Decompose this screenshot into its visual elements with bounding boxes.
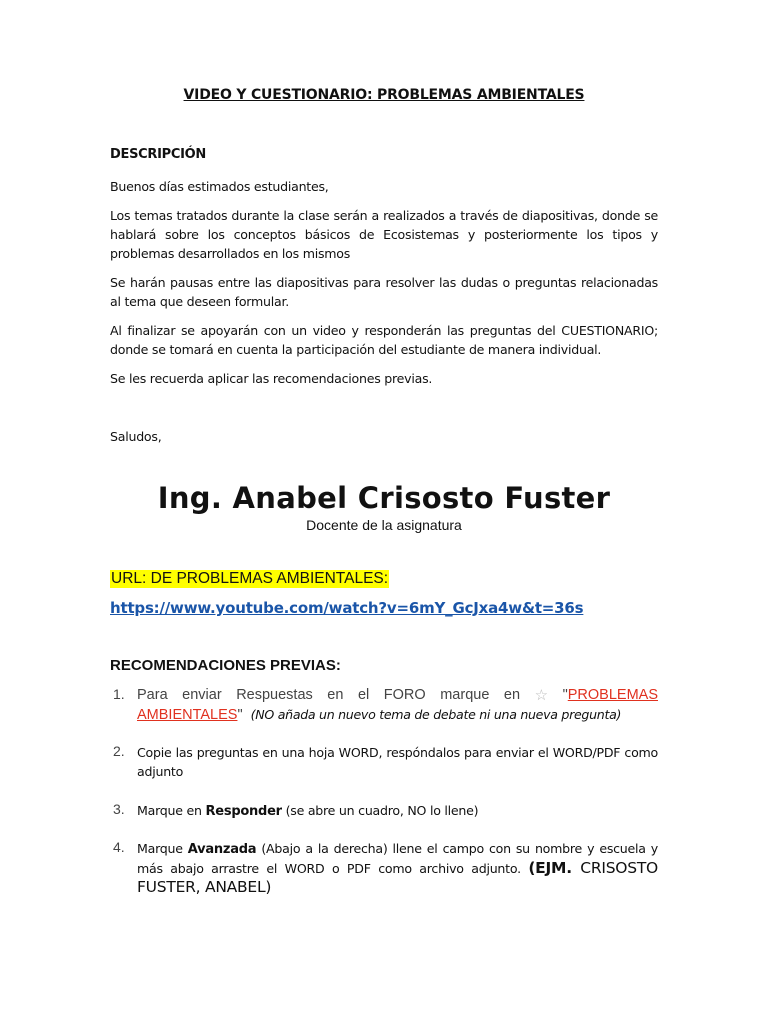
list-item xyxy=(110,839,658,897)
item-bold-text: (EJM. xyxy=(528,859,572,877)
signature-name: Ing. Anabel Crisosto Fuster xyxy=(157,481,611,515)
document-title: VIDEO Y CUESTIONARIO: PROBLEMAS AMBIENTALES xyxy=(183,87,585,103)
list-item-number: 3. xyxy=(113,801,125,817)
topics-paragraph: Los temas tratados durante la clase serán a realizados a través de diapositivas, donde se hablará sobre los conceptos básicos de Ecosistemas y posteriormente los tipos y problemas desarrollados en los mismos xyxy=(110,208,658,261)
item-text-part: Marque xyxy=(137,841,188,856)
list-item xyxy=(110,686,658,725)
description-heading: DESCRIPCIÓN xyxy=(110,147,206,162)
pauses-paragraph: Se harán pausas entre las diapositivas para resolver las dudas o preguntas relacionadas al tema que deseen formular. xyxy=(110,275,658,309)
item-text-part: (Abajo a la derecha) llene el campo con su nombre y escuela y más abajo arrastre el WORD o PDF como archivo adjunto. xyxy=(137,841,658,876)
item-text-part: CRISOSTO FUSTER, ANABEL) xyxy=(137,859,658,896)
greeting-paragraph: Buenos días estimados estudiantes, xyxy=(110,179,329,194)
reminder-paragraph: Se les recuerda aplicar las recomendaciones previas. xyxy=(110,371,433,386)
list-item-number: 1. xyxy=(113,686,125,702)
item-text-part: Marque en xyxy=(137,803,206,818)
video-url-link[interactable]: https://www.youtube.com/watch?v=6mY_GcJxa4w&t=36s xyxy=(110,599,584,617)
recommendations-heading: RECOMENDACIONES PREVIAS: xyxy=(110,657,341,674)
signature-role: Docente de la asignatura xyxy=(306,517,462,533)
item-bold-text: Responder xyxy=(205,804,282,819)
list-item-text xyxy=(137,801,658,821)
list-item xyxy=(110,743,658,781)
closing-paragraph: Saludos, xyxy=(110,429,162,444)
url-label: URL: DE PROBLEMAS AMBIENTALES: xyxy=(111,570,389,587)
star-icon: ☆ xyxy=(534,687,549,704)
list-item-text xyxy=(137,686,658,725)
quote-mark: " xyxy=(548,687,568,703)
item-bold-text: Avanzada xyxy=(187,842,257,857)
problemas-ambientales-link[interactable]: PROBLEMAS AMBIENTALES xyxy=(137,687,658,723)
list-item xyxy=(110,801,658,821)
list-item-text: Copie las preguntas en una hoja WORD, respóndalos para enviar el WORD/PDF como adjunto xyxy=(137,745,658,779)
item-text-part: Para enviar Respuestas en el FORO marque en xyxy=(137,687,521,703)
item-text-part: (se abre un cuadro, NO lo llene) xyxy=(281,803,479,818)
list-item-number: 4. xyxy=(113,839,125,855)
item-note: (NO añada un nuevo tema de debate ni una nueva pregunta) xyxy=(250,707,622,722)
list-item-text xyxy=(137,839,658,897)
list-item-number: 2. xyxy=(113,743,125,759)
quote-mark: " xyxy=(237,707,243,723)
video-paragraph: Al finalizar se apoyarán con un video y responderán las preguntas del CUESTIONARIO; donde se tomará en cuenta la participación del estudiante de manera individual. xyxy=(110,323,658,357)
